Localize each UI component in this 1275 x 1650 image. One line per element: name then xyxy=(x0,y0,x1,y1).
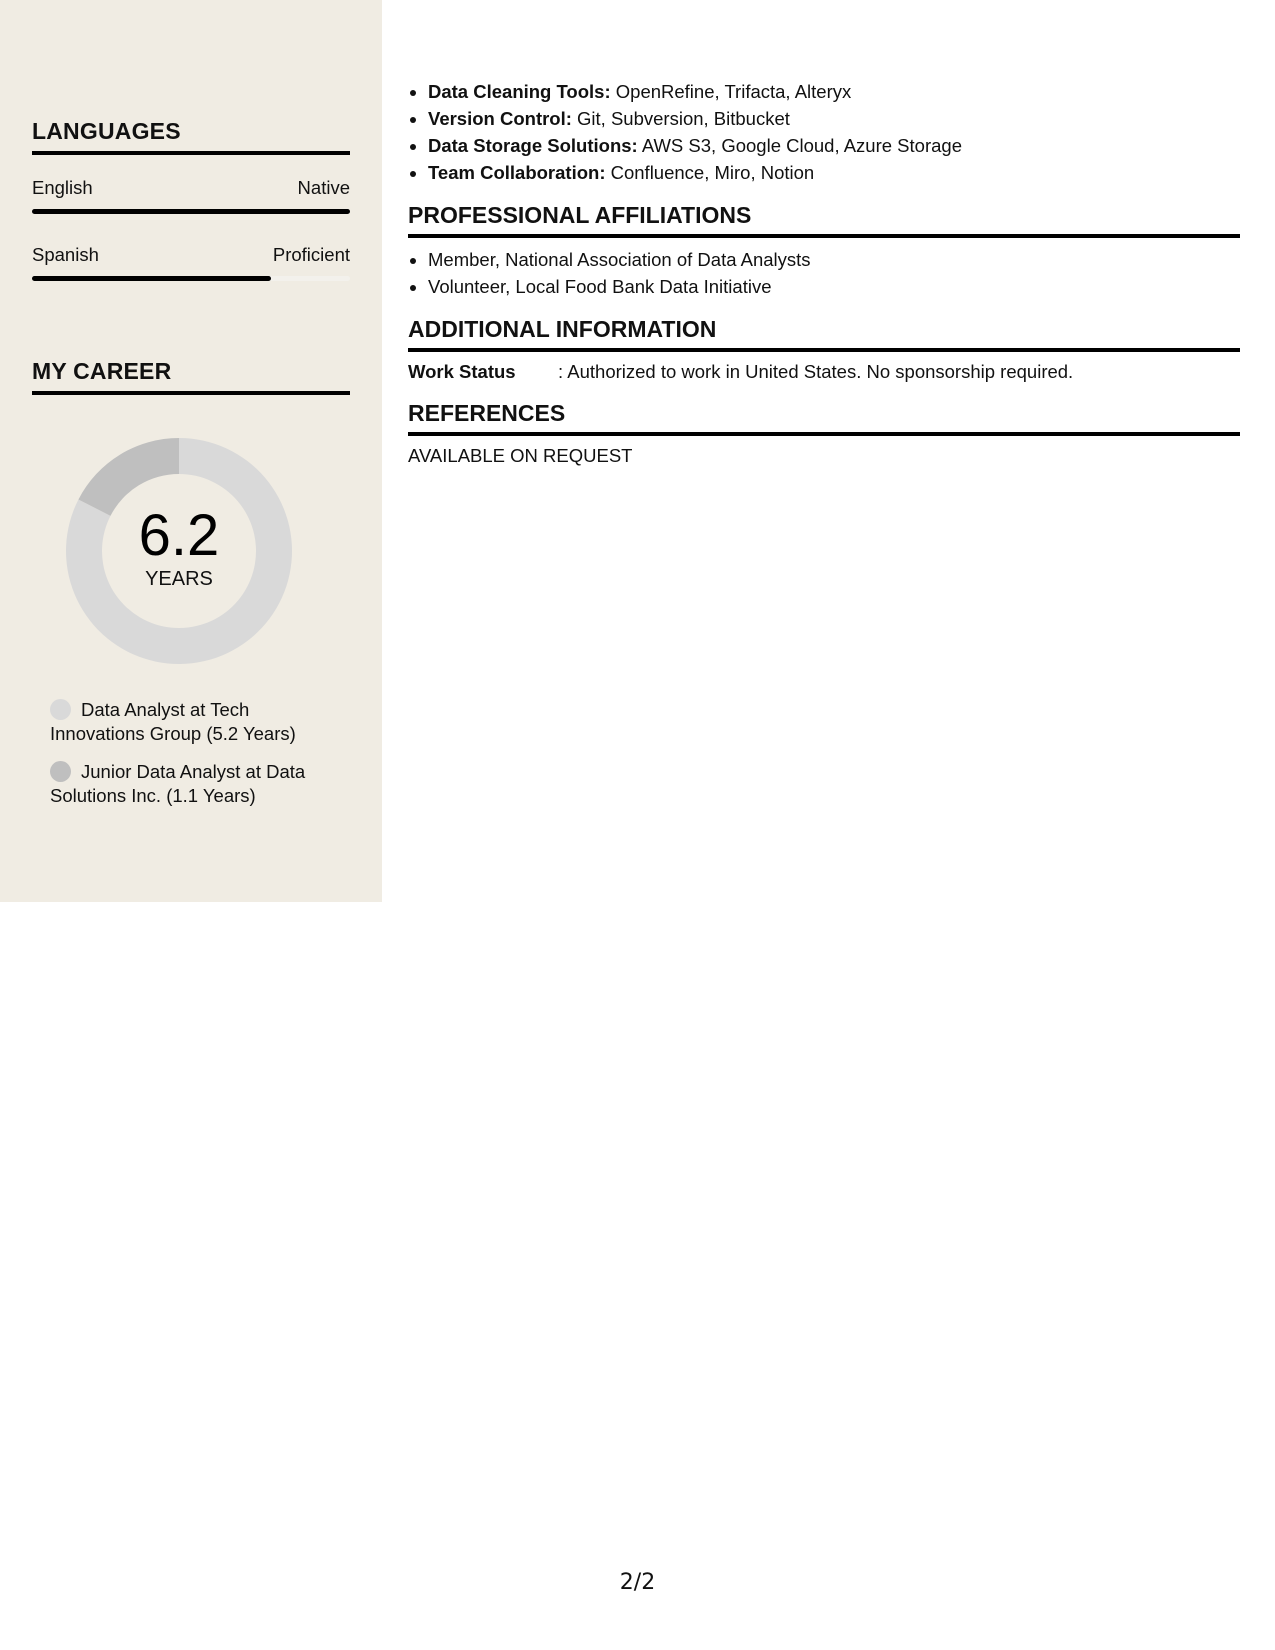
additional-info-heading: ADDITIONAL INFORMATION xyxy=(408,316,1240,352)
skill-value: OpenRefine, Trifacta, Alteryx xyxy=(610,81,852,102)
languages-section xyxy=(32,118,350,281)
languages-heading: LANGUAGES xyxy=(32,118,350,155)
career-section xyxy=(32,358,350,395)
skill-label: Team Collaboration: xyxy=(428,162,606,183)
career-legend-item xyxy=(50,760,340,808)
sidebar xyxy=(0,0,382,902)
affiliation-item: • Volunteer, Local Food Bank Data Initiative xyxy=(428,273,1240,300)
work-status-label: Work Status xyxy=(408,361,516,382)
references-heading: REFERENCES xyxy=(408,400,1240,436)
language-name: Spanish xyxy=(32,244,99,265)
work-status-value: : Authorized to work in United States. No sponsorship required. xyxy=(558,361,1074,382)
skills-list-item xyxy=(428,78,1240,105)
skill-value: AWS S3, Google Cloud, Azure Storage xyxy=(637,135,962,156)
skills-list-item xyxy=(428,159,1240,186)
skills-list-item xyxy=(428,132,1240,159)
career-total xyxy=(66,438,292,664)
language-proficiency-fill xyxy=(32,276,271,281)
language-level: Proficient xyxy=(272,244,350,265)
language-proficiency-bar xyxy=(32,276,350,281)
affiliations-list xyxy=(408,246,1240,300)
language-name: English xyxy=(32,177,93,198)
legend-dot xyxy=(50,761,71,782)
skills-list-item xyxy=(428,105,1240,132)
work-status-row xyxy=(408,360,1240,384)
language-proficiency-bar xyxy=(32,209,350,214)
skill-label: Data Cleaning Tools: xyxy=(428,81,611,102)
career-legend xyxy=(50,698,340,822)
references-text: AVAILABLE ON REQUEST xyxy=(408,445,633,466)
career-legend-label: Data Analyst at Tech Innovations Group (5.2 Years) xyxy=(50,699,296,744)
affiliations-heading: PROFESSIONAL AFFILIATIONS xyxy=(408,202,1240,238)
skill-value: Git, Subversion, Bitbucket xyxy=(571,108,790,129)
skill-label: Version Control: xyxy=(428,108,572,129)
career-donut-chart xyxy=(66,438,292,664)
main-content xyxy=(408,78,1240,468)
career-total-unit: YEARS xyxy=(145,568,213,590)
skill-label: Data Storage Solutions: xyxy=(428,135,638,156)
career-legend-item xyxy=(50,698,340,746)
career-heading: MY CAREER xyxy=(32,358,350,395)
language-level: Native xyxy=(297,177,350,198)
language-item-spanish xyxy=(32,244,350,281)
affiliation-item: • Member, National Association of Data Analysts xyxy=(428,246,1240,273)
language-item-english xyxy=(32,177,350,214)
legend-dot xyxy=(50,699,71,720)
skills-list xyxy=(408,78,1240,186)
page-number: 2/2 xyxy=(619,1570,656,1595)
career-legend-label: Junior Data Analyst at Data Solutions Inc. (1.1 Years) xyxy=(50,761,306,806)
career-total-value: 6.2 xyxy=(138,503,220,568)
language-proficiency-fill xyxy=(32,209,350,214)
skill-value: Confluence, Miro, Notion xyxy=(605,162,815,183)
